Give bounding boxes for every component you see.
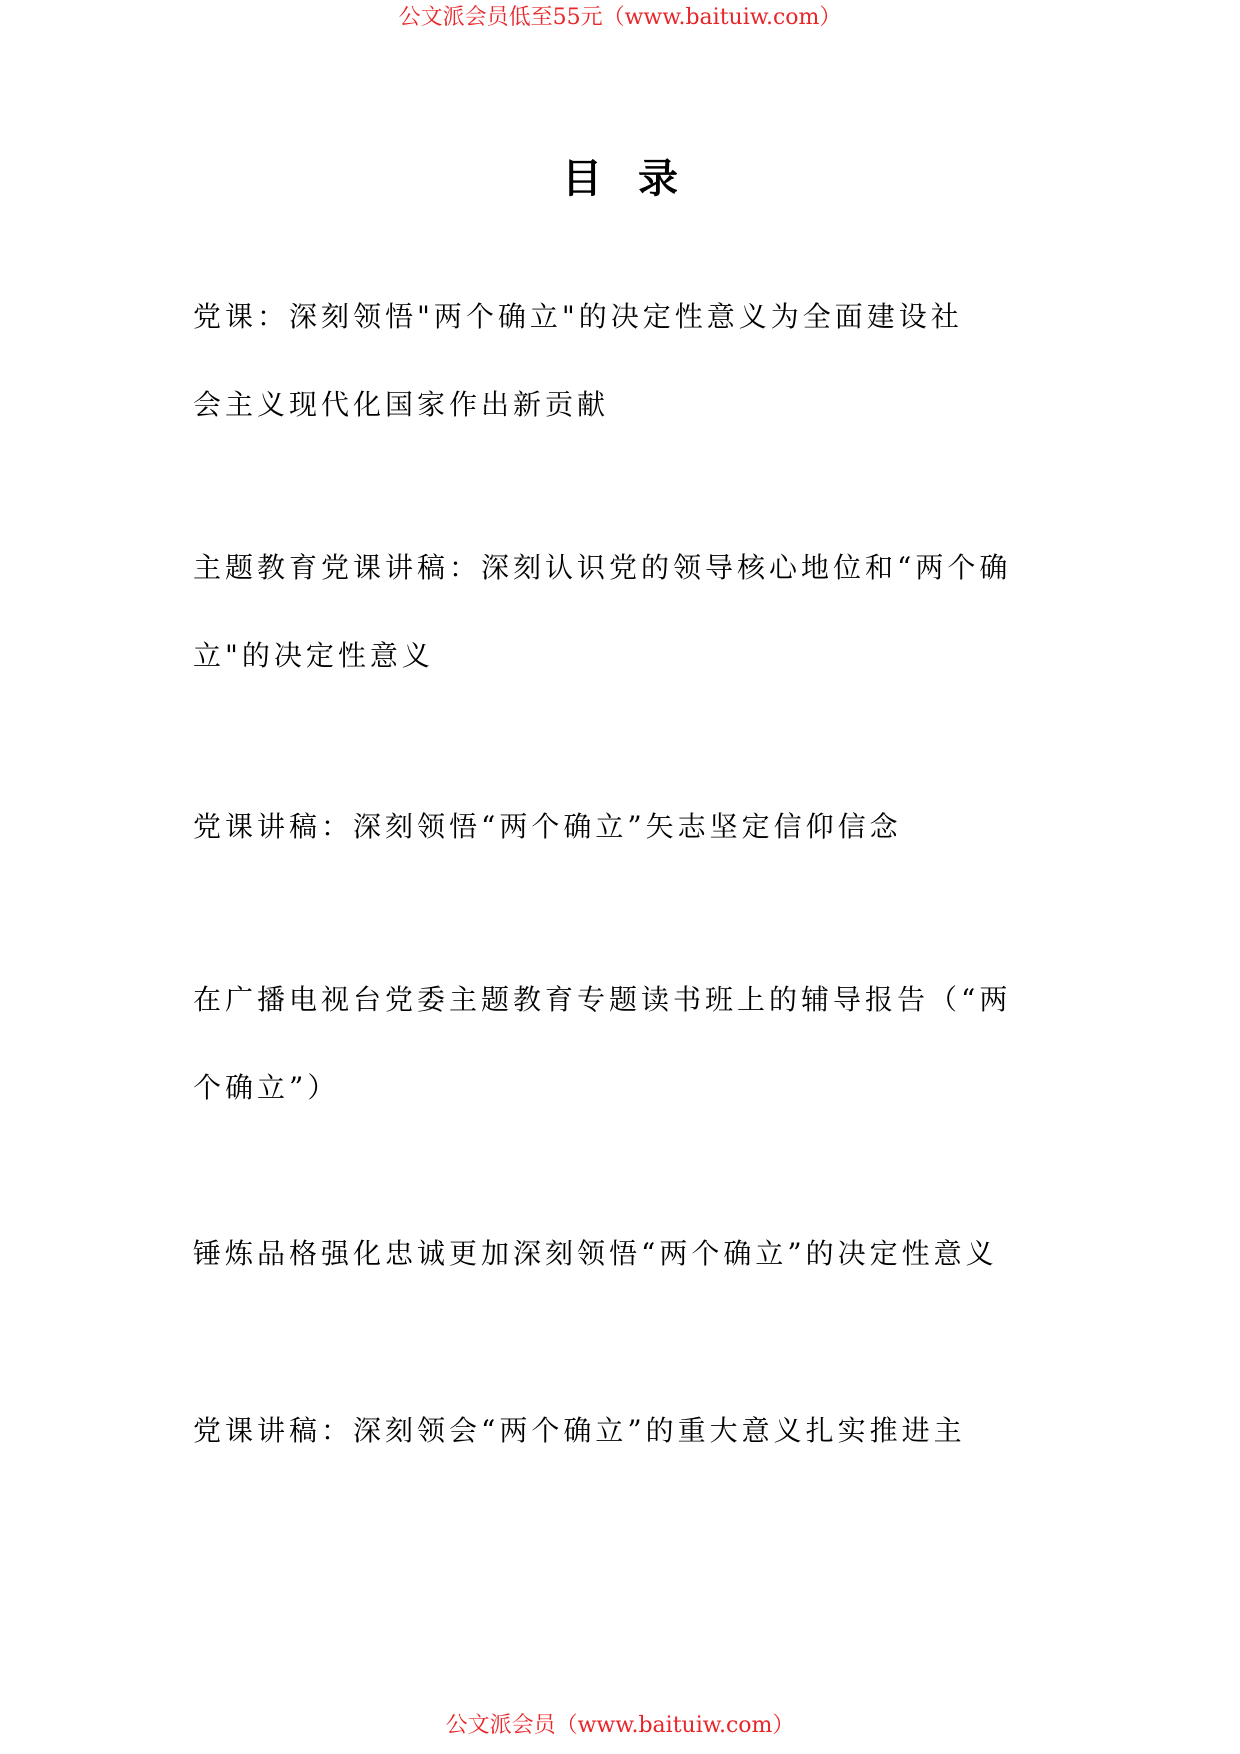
toc-entry-line: 主题教育党课讲稿：深刻认识党的领导核心地位和“两个确: [193, 551, 1012, 584]
toc-entry-line: 党课：深刻领悟"两个确立"的决定性意义为全面建设社: [193, 300, 963, 333]
page-title: 目录: [562, 156, 714, 202]
toc-entry-line: 党课讲稿：深刻领悟“两个确立”矢志坚定信仰信念: [193, 810, 902, 843]
toc-entry-line: 个确立”）: [193, 1071, 340, 1104]
toc-entry-5: [193, 1237, 1053, 1270]
toc-entry-line: 党课讲稿：深刻领会“两个确立”的重大意义扎实推进主: [193, 1414, 966, 1447]
footer-banner: 公文派会员（www.baituiw.com）: [445, 1713, 795, 1738]
toc-entry-1: [193, 300, 1053, 421]
toc-entry-2: [193, 551, 1053, 672]
toc-entry-6: [193, 1414, 1053, 1447]
toc-entry-line: 在广播电视台党委主题教育专题读书班上的辅导报告（“两: [193, 983, 1012, 1016]
toc-entry-line: 锤炼品格强化忠诚更加深刻领悟“两个确立”的决定性意义: [193, 1237, 998, 1270]
toc-entry-line: 会主义现代化国家作出新贡献: [193, 388, 610, 421]
header-banner: 公文派会员低至55元（www.baituiw.com）: [398, 5, 842, 30]
toc-entry-4: [193, 983, 1053, 1104]
toc-entry-line: 立"的决定性意义: [193, 639, 434, 672]
toc-entry-3: [193, 810, 1053, 843]
